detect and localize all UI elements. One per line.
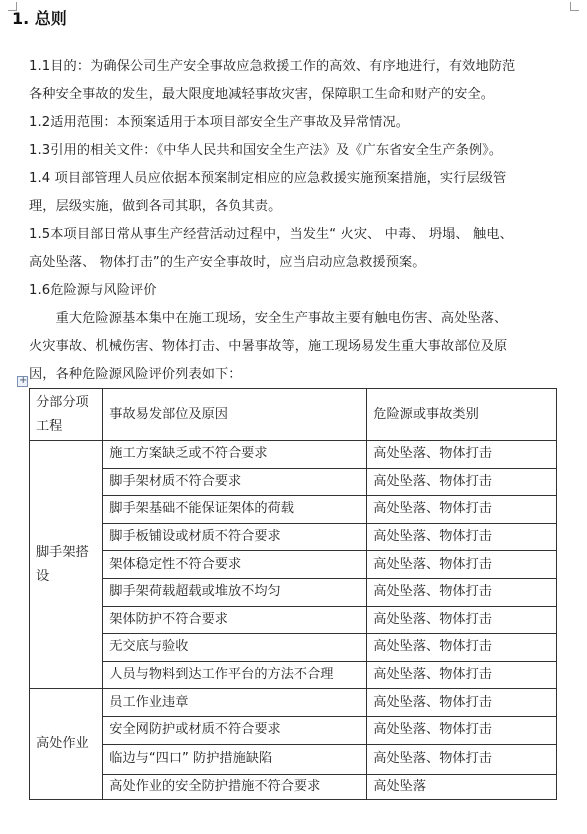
page-corner-mark: [570, 2, 579, 11]
category-cell: 高处坠落、物体打击: [367, 496, 557, 524]
table-row: [30, 689, 557, 717]
table-row: [30, 578, 557, 606]
table-row: [30, 744, 557, 774]
table-row: [30, 716, 557, 744]
paragraph-line: 理，层级实施，做到各司其职，各负其责。: [29, 199, 282, 214]
cause-cell: 人员与物料到达工作平台的方法不合理: [103, 661, 367, 689]
table-row: [30, 661, 557, 689]
cause-cell: 临边与“四口” 防护措施缺陷: [103, 744, 367, 774]
paragraph-line: 1.4 项目部管理人员应依据本预案制定相应的应急救援实施预案措施，实行层级管: [29, 171, 507, 186]
cause-cell: 脚手架基础不能保证架体的荷载: [103, 496, 367, 524]
cause-cell: 无交底与验收: [103, 634, 367, 662]
table-row: [30, 496, 557, 524]
paragraph-line: 火灾事故、机械伤害、物体打击、中暑事故等，施工现场易发生重大事故部位及原: [29, 339, 508, 354]
header-cell: 危险源或事故类别: [367, 389, 557, 441]
cause-cell: 安全网防护或材质不符合要求: [103, 716, 367, 744]
table-row: [30, 523, 557, 551]
paragraph-line: 因，各种危险源风险评价列表如下：: [29, 367, 242, 382]
category-cell: 高处坠落、物体打击: [367, 661, 557, 689]
cause-cell: 员工作业违章: [103, 689, 367, 717]
category-cell: 高处坠落、物体打击: [367, 523, 557, 551]
paragraph-line: 1.6危险源与风险评价: [29, 283, 157, 298]
section-title: 1. 总则: [12, 9, 67, 28]
cause-cell: 施工方案缺乏或不符合要求: [103, 441, 367, 469]
table-row: [30, 634, 557, 662]
group-cell: 高处作业: [30, 689, 103, 799]
cause-cell: 架体稳定性不符合要求: [103, 551, 367, 579]
category-cell: 高处坠落、物体打击: [367, 716, 557, 744]
cause-cell: 脚手架荷载超载或堆放不均匀: [103, 578, 367, 606]
paragraph-line: 1.2适用范围：本预案适用于本项目部安全生产事故及异常情况。: [29, 115, 410, 130]
category-cell: 高处坠落、物体打击: [367, 744, 557, 774]
category-cell: 高处坠落、物体打击: [367, 578, 557, 606]
category-cell: 高处坠落: [367, 774, 557, 799]
paragraph-line: 高处坠落、 物体打击”的生产安全事故时，应当启动应急救援预案。: [29, 255, 426, 270]
paragraph-line: 1.1目的：为确保公司生产安全事故应急救援工作的高效、有序地进行，有效地防范: [29, 59, 516, 74]
category-cell: 高处坠落、物体打击: [367, 606, 557, 634]
table-row: [30, 441, 557, 469]
paragraph-line: 各种安全事故的发生，最大限度地减轻事故灾害，保障职工生命和财产的安全。: [29, 87, 495, 102]
table-row: [30, 468, 557, 496]
paragraph-line: 1.5本项目部日常从事生产经营活动过程中，当发生“ 火灾、 中毒、 坍塌、 触电、: [29, 227, 513, 242]
table-move-handle-icon[interactable]: +: [19, 375, 28, 386]
table-header-row: [30, 389, 557, 441]
category-cell: 高处坠落、物体打击: [367, 468, 557, 496]
table-row: [30, 606, 557, 634]
group-cell: 脚手架搭设: [30, 441, 103, 689]
category-cell: 高处坠落、物体打击: [367, 634, 557, 662]
hazard-table: [29, 388, 557, 800]
cause-cell: 架体防护不符合要求: [103, 606, 367, 634]
header-cell: 分部分项工程: [30, 389, 103, 441]
table-row: [30, 551, 557, 579]
paragraph-line: 重大危险源基本集中在施工现场，安全生产事故主要有触电伤害、高处坠落、: [29, 311, 508, 326]
category-cell: 高处坠落、物体打击: [367, 441, 557, 469]
header-cell: 事故易发部位及原因: [103, 389, 367, 441]
cause-cell: 脚手板铺设或材质不符合要求: [103, 523, 367, 551]
cause-cell: 高处作业的安全防护措施不符合要求: [103, 774, 367, 799]
cause-cell: 脚手架材质不符合要求: [103, 468, 367, 496]
category-cell: 高处坠落、物体打击: [367, 689, 557, 717]
table-row: [30, 774, 557, 799]
paragraph-line: 1.3引用的相关文件：《中华人民共和国安全生产法》及《广东省安全生产条例》。: [29, 143, 503, 158]
category-cell: 高处坠落、物体打击: [367, 551, 557, 579]
